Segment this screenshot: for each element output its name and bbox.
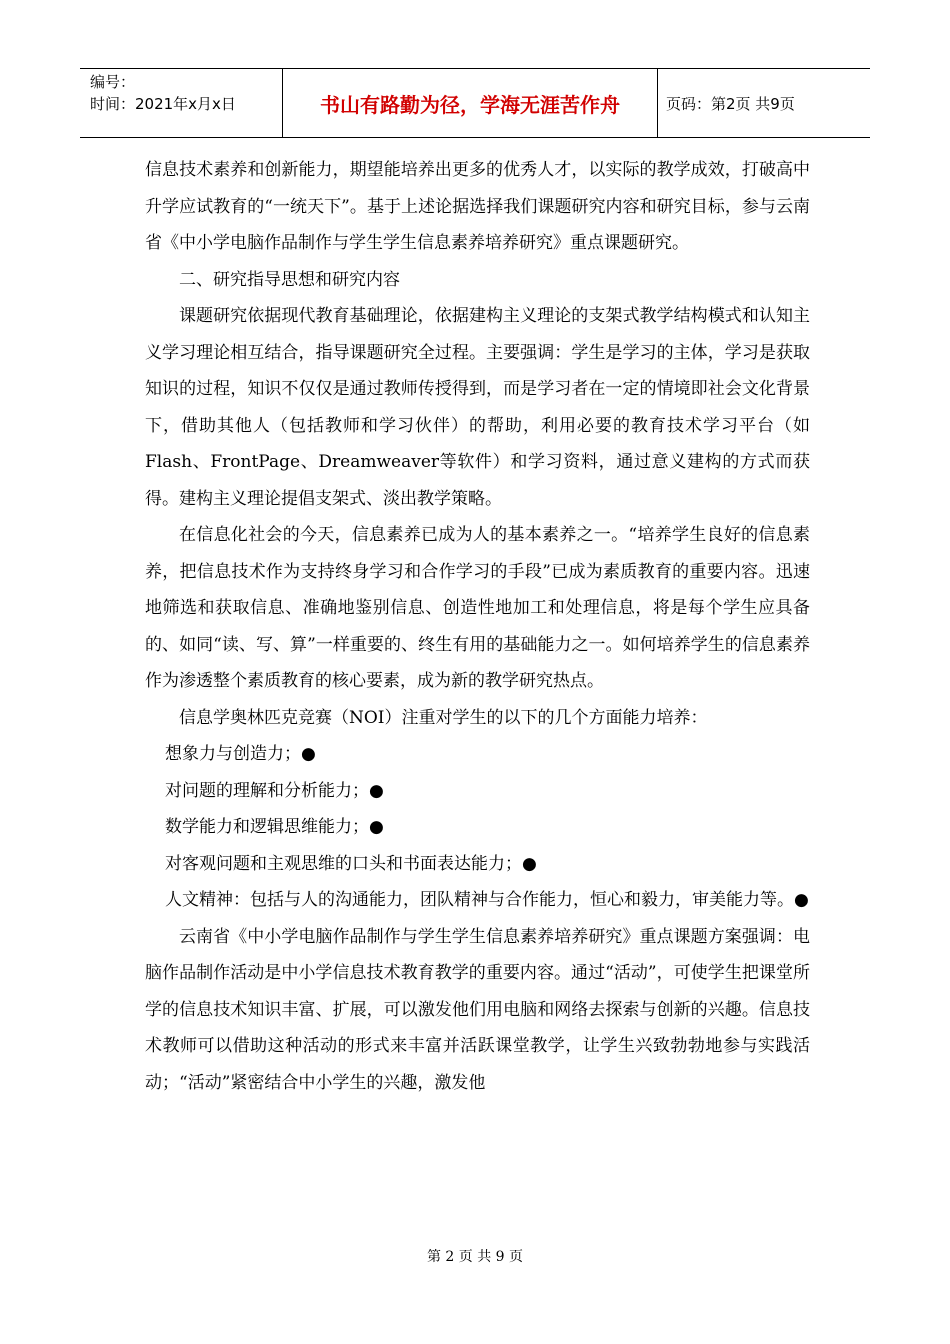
section-heading: 二、研究指导思想和研究内容	[179, 269, 400, 290]
paragraph-intro: 信息技术素养和创新能力，期望能培养出更多的优秀人才，以实际的教学成效，打破高中升学应试教育的“一统天下”。基于上述论据选择我们课题研究内容和研究目标，参与云南省《中小学电脑作品制作与学生学生信息素养培养研究》重点课题研究。	[145, 160, 810, 253]
paragraph-noi: 信息学奥林匹克竞赛（NOI）注重对学生的以下的几个方面能力培养：	[179, 707, 708, 728]
list-item: 对问题的理解和分析能力；●	[165, 780, 384, 801]
header-motto: 书山有路勤为径，学海无涯苦作舟	[283, 69, 658, 137]
paragraph-information-literacy: 在信息化社会的今天，信息素养已成为人的基本素养之一。“培养学生良好的信息素养，把信息技术作为支持终身学习和合作学习的手段”已成为素质教育的重要内容。迅速地筛选和获取信息、准确地鉴别信息、创造性地加工和处理信息，将是每个学生应具备的、如同“读、写、算”一样重要的、终生有用的基础能力之一。如何培养学生的信息素养作为渗透整个素质教育的核心要素，成为新的教学研究热点。	[145, 525, 810, 691]
page-footer: 第 2 页 共 9 页	[426, 1249, 524, 1265]
header-meta	[80, 69, 283, 137]
header-number-label: 编号：	[90, 73, 136, 91]
document-body	[145, 152, 810, 1101]
list-item: 想象力与创造力；●	[165, 744, 316, 764]
page-header	[80, 68, 870, 138]
list-item: 对客观问题和主观思维的口头和书面表达能力；●	[165, 853, 537, 874]
paragraph-closing: 云南省《中小学电脑作品制作与学生学生信息素养培养研究》重点课题方案强调：电脑作品制作活动是中小学信息技术教育教学的重要内容。通过“活动”，可使学生把课堂所学的信息技术知识丰富、扩展，可以激发他们用电脑和网络去探索与创新的兴趣。信息技术教师可以借助这种活动的形式来丰富并活跃课堂教学，让学生兴致勃勃地参与实践活动；“活动”紧密结合中小学生的兴趣，激发他	[145, 926, 810, 1093]
header-page-info: 页码：第2页 共9页	[666, 94, 795, 113]
list-item-humanities: 人文精神：包括与人的沟通能力，团队精神与合作能力，恒心和毅力，审美能力等。●	[165, 890, 809, 910]
paragraph-theory: 课题研究依据现代教育基础理论，依据建构主义理论的支架式教学结构模式和认知主义学习理论相互结合，指导课题研究全过程。主要强调：学生是学习的主体，学习是获取知识的过程，知识不仅仅是通过教师传授得到，而是学习者在一定的情境即社会文化背景下，借助其他人（包括教师和学习伙伴）的帮助，利用必要的教育技术学习平台（如Flash、FrontPage、Dreamweaver等软件）和学习资料，通过意义建构的方式而获得。建构主义理论提倡支架式、淡出教学策略。	[145, 306, 810, 509]
header-time: 时间：2021年x月x日	[90, 95, 236, 113]
list-item: 数学能力和逻辑思维能力；●	[165, 817, 384, 837]
